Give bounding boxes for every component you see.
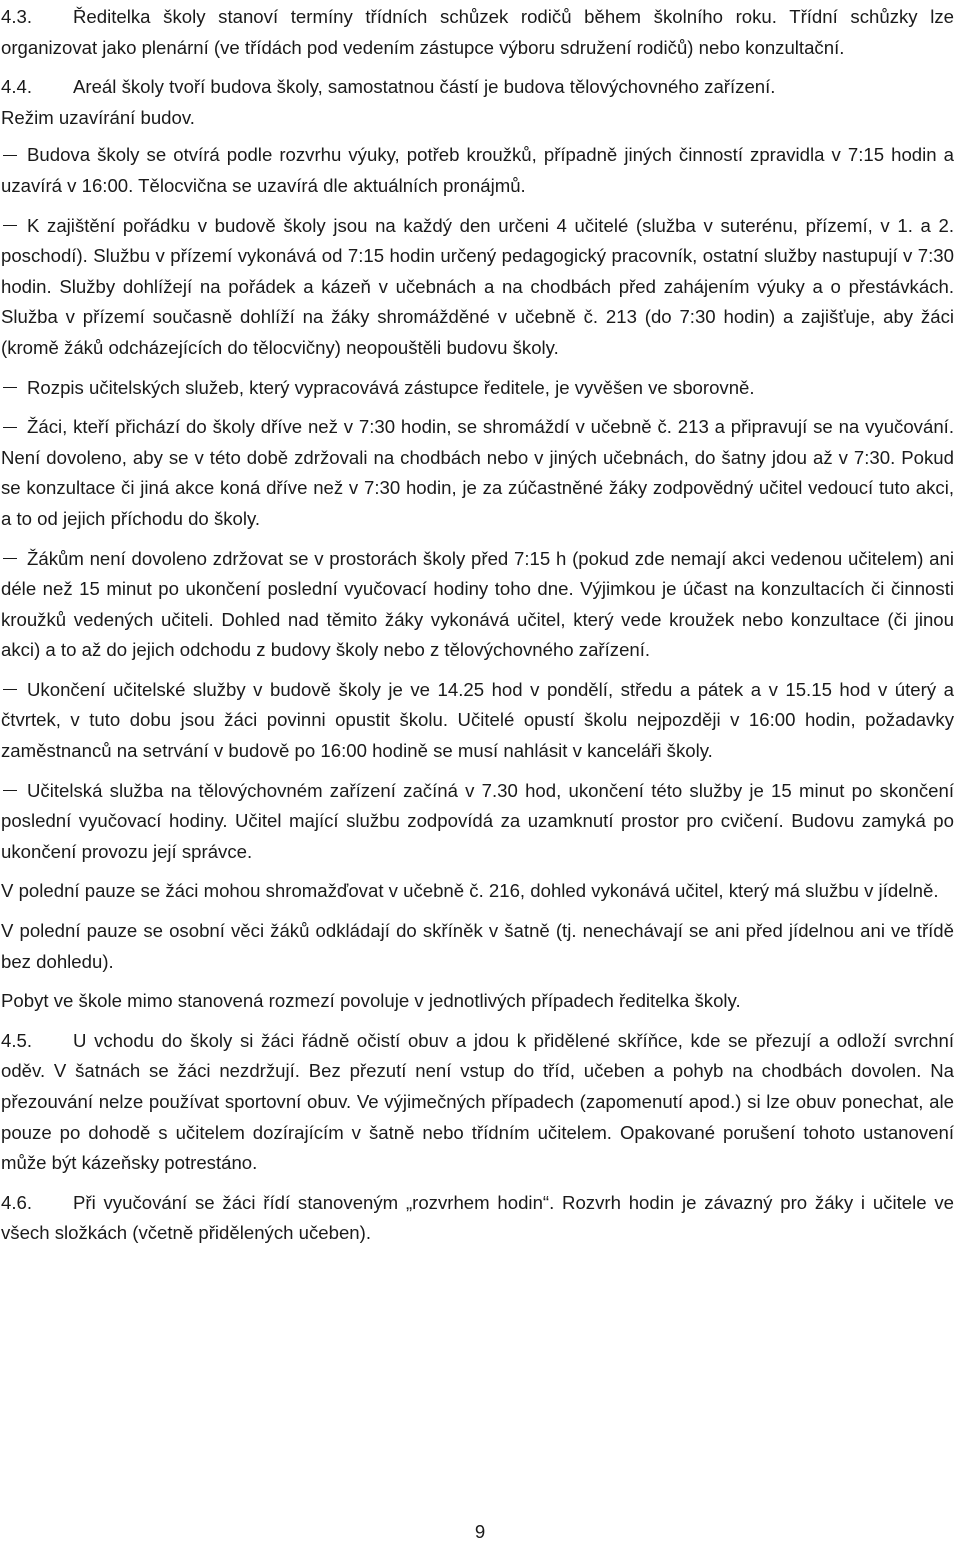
document-body: [1, 2, 954, 1258]
paragraph: V polední pauze se osobní věci žáků odkládají do skříněk v šatně (tj. nenechávají se ani před jídelnou ani ve třídě bez dohledu).: [1, 920, 954, 972]
section-4-3: [1, 2, 954, 63]
list-item: [1, 140, 954, 201]
list-item-text: Ukončení učitelské služby v budově školy je ve 14.25 hod v pondělí, středu a pátek a v 15.15 hod v úterý a čtvrtek, v tuto dobu jsou žáci povinni opustit školu. Učitelé opustí školu nejpozději v 16:00 hodin, požadavky zaměstnanců na setrvání v budově po 16:00 hodině se musí nahlásit v kanceláři školy.: [1, 678, 954, 762]
section-subheading: Režim uzavírání budov.: [1, 106, 195, 128]
list-item-text: Rozpis učitelských služeb, který vypracovává zástupce ředitele, je vyvěšen ve sborovně.: [27, 376, 755, 398]
section-4-6: [1, 1188, 954, 1249]
list-item: [1, 412, 954, 534]
list-item: [1, 544, 954, 666]
section-4-4: [1, 72, 954, 133]
list-item-text: Budova školy se otvírá podle rozvrhu výuky, potřeb kroužků, případně jiných činností zpravidla v 7:15 hodin a uzavírá v 16:00. Tělocvična se uzavírá dle aktuálních pronájmů.: [1, 144, 954, 196]
bullet-list: [1, 140, 954, 867]
dash-bullet-icon: [3, 225, 17, 226]
section-number: 4.5.: [1, 1029, 33, 1051]
page-number: 9: [474, 1521, 486, 1542]
dash-bullet-icon: [3, 427, 17, 428]
dash-bullet-icon: [3, 558, 17, 559]
section-number: 4.4.: [1, 76, 33, 98]
dash-bullet-icon: [3, 155, 17, 156]
section-text: Při vyučování se žáci řídí stanoveným „rozvrhem hodin“. Rozvrh hodin je závazný pro žáky i učitele ve všech složkách (včetně přidělených učeben).: [1, 1191, 954, 1244]
dash-bullet-icon: [3, 387, 17, 388]
list-item: [1, 211, 954, 364]
section-number: 4.3.: [1, 6, 33, 27]
list-item-text: Učitelská služba na tělovýchovném zařízení začíná v 7.30 hod, ukončení této služby je 15 minut po skončení poslední vyučovací hodiny. Učitel mající službu zodpovídá za uzamknutí prostor pro cvičení. Budovu zamyká po ukončení provozu její správce.: [1, 779, 954, 862]
list-item-text: Žákům není dovoleno zdržovat se v prostorách školy před 7:15 h (pokud zde nemají akci vedenou učitelem) ani déle než 15 minut po ukončení poslední vyučovací hodiny toho dne. Výjimkou je účast na konzultacích či činnosti kroužků vedených učiteli. Dohled nad těmito žáky vykonává učitel, který vede kroužek nebo konzultace (či jinou akci) a to až do jejich odchodu z budovy školy nebo z tělovýchovného zařízení.: [1, 547, 954, 661]
paragraph: V polední pauze se žáci mohou shromažďovat v učebně č. 216, dohled vykonává učitel, který má službu v jídelně.: [1, 880, 939, 902]
dash-bullet-icon: [3, 790, 17, 791]
list-item: [1, 776, 954, 868]
section-text: Areál školy tvoří budova školy, samostatnou částí je budova tělovýchovného zařízení.: [73, 76, 776, 98]
list-item: [1, 373, 954, 404]
section-4-5: [1, 1026, 954, 1179]
section-text: U vchodu do školy si žáci řádně očistí obuv a jdou k přidělené skříňce, kde se přezují a odloží svrchní oděv. V šatnách se žáci nezdržují. Bez přezutí není vstup do tříd, učeben a pohyb na chodbách dovolen. Na přezouvání nelze používat sportovní obuv. Ve výjimečných případech (zapomenutí apod.) si lze obuv ponechat, ale pouze po dohodě s učitelem dozírajícím v šatně nebo třídním učitelem. Opakované porušení tohoto ustanovení může být kázeňsky potrestáno.: [1, 1029, 954, 1174]
list-item-text: Žáci, kteří přichází do školy dříve než v 7:30 hodin, se shromáždí v učebně č. 213 a připravují se na vyučování. Není dovoleno, aby se v této době zdržovali na chodbách nebo v jiných učebnách, do šatny jdou až v 7:30. Pokud se konzultace či jiná akce koná dříve než v 7:30 hodin, je za zúčastněné žáky zodpovědný učitel vedoucí tuto akci, a to od jejich příchodu do školy.: [1, 416, 954, 529]
dash-bullet-icon: [3, 689, 17, 690]
section-number: 4.6.: [1, 1191, 33, 1213]
list-item: [1, 675, 954, 767]
section-text: Ředitelka školy stanoví termíny třídních schůzek rodičů během školního roku. Třídní schůzky lze organizovat jako plenární (ve třídách pod vedením zástupce výboru sdružení rodičů) nebo konzultační.: [1, 6, 954, 58]
paragraph: Pobyt ve škole mimo stanovená rozmezí povoluje v jednotlivých případech ředitelka školy.: [1, 990, 741, 1012]
list-item-text: K zajištění pořádku v budově školy jsou na každý den určeni 4 učitelé (služba v suterénu, přízemí, v 1. a 2. poschodí). Službu v přízemí vykonává od 7:15 hodin určený pedagogický pracovník, ostatní služby nastupují v 7:30 hodin. Služby dohlížejí na pořádek a kázeň v učebnách a na chodbách před zahájením výuky a o přestávkách. Služba v přízemí současně dohlíží na žáky shromážděné v učebně č. 213 (do 7:30 hodin) a zajišťuje, aby žáci (kromě žáků odcházejících do tělocvičny) neopouštěli budovu školy.: [1, 214, 954, 358]
